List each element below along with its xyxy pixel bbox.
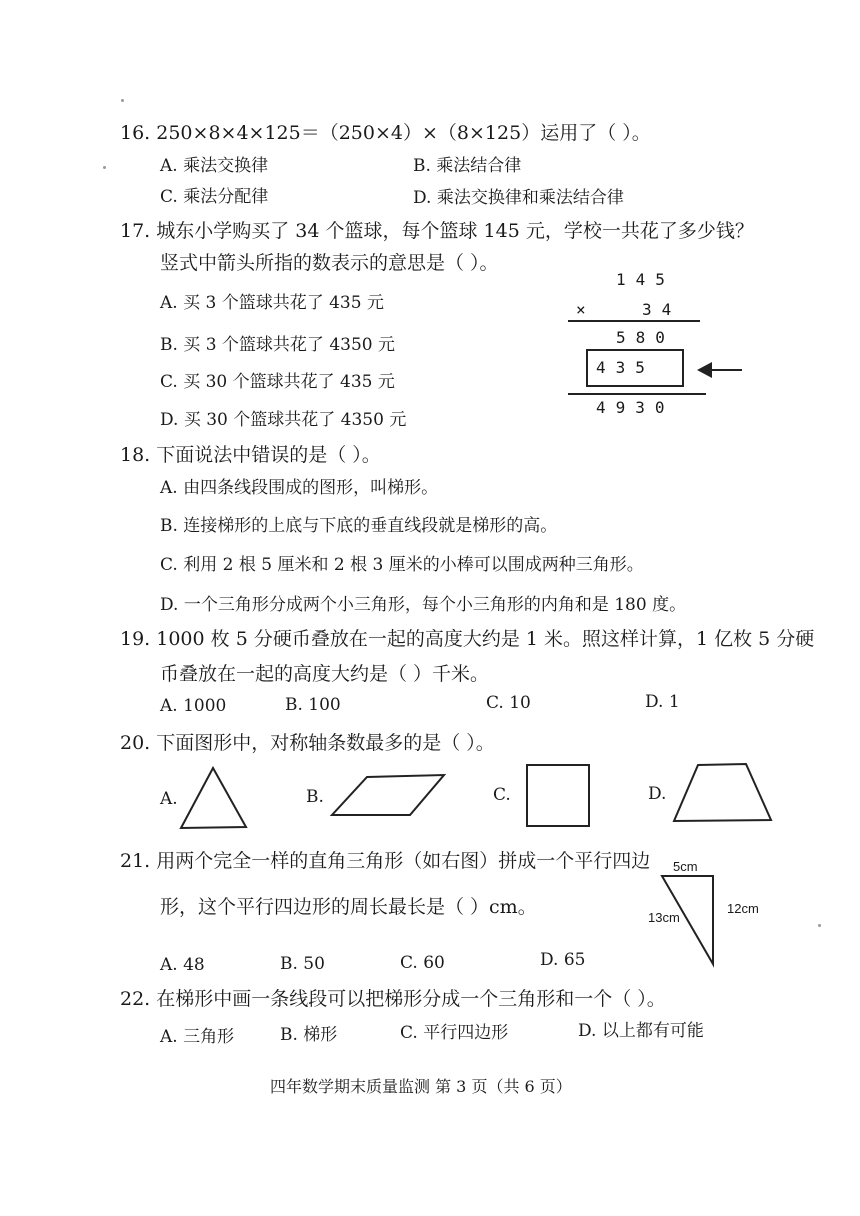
q19-option-b[interactable]: B. 100 <box>285 695 341 715</box>
q18-option-c[interactable]: C. 利用 2 根 5 厘米和 2 根 3 厘米的小棒可以围成两种三角形。 <box>160 555 644 575</box>
label-top-side: 5cm <box>673 859 698 874</box>
q22-option-b[interactable]: B. 梯形 <box>280 1025 338 1045</box>
q22-option-a[interactable]: A. 三角形 <box>160 1027 235 1047</box>
q16-option-b[interactable]: B. 乘法结合律 <box>413 156 522 176</box>
q16-option-d[interactable]: D. 乘法交换律和乘法结合律 <box>413 188 624 208</box>
page-footer: 四年数学期末质量监测 第 3 页（共 6 页） <box>270 1077 572 1096</box>
calc-partial-2: 435 <box>596 358 655 377</box>
q17-stem-line1: 17. 城东小学购买了 34 个篮球，每个篮球 145 元，学校一共花了多少钱？ <box>120 220 754 242</box>
q19-option-a[interactable]: A. 1000 <box>160 696 227 716</box>
q22-option-c[interactable]: C. 平行四边形 <box>400 1023 509 1043</box>
q16-option-c[interactable]: C. 乘法分配律 <box>160 187 269 207</box>
q20-option-b[interactable]: B. <box>306 787 324 807</box>
q19-option-c[interactable]: C. 10 <box>486 693 531 713</box>
scan-speck <box>103 166 106 169</box>
q16-option-a[interactable]: A. 乘法交换律 <box>160 156 269 176</box>
q19-option-d[interactable]: D. 1 <box>645 692 680 712</box>
q21-option-a[interactable]: A. 48 <box>160 955 205 975</box>
calc-times-sign: × <box>576 300 596 319</box>
q21-stem-line1: 21. 用两个完全一样的直角三角形（如右图）拼成一个平行四边 <box>120 850 651 872</box>
q20-stem: 20. 下面图形中，对称轴条数最多的是（ ）。 <box>120 732 495 754</box>
q21-option-c[interactable]: C. 60 <box>400 953 445 973</box>
q16-stem: 16. 250×8×4×125＝（250×4）×（8×125）运用了（ ）。 <box>120 122 651 144</box>
q21-stem-line2: 形，这个平行四边形的周长最长是（ ）cm。 <box>160 896 537 918</box>
q21-option-b[interactable]: B. 50 <box>280 954 325 974</box>
scan-speck <box>121 99 124 102</box>
q22-option-d[interactable]: D. 以上都有可能 <box>578 1021 704 1041</box>
calc-result: 4930 <box>596 398 675 417</box>
q17-option-a[interactable]: A. 买 3 个篮球共花了 435 元 <box>160 293 384 313</box>
calc-multiplier: 34 <box>642 300 682 319</box>
q17-option-d[interactable]: D. 买 30 个篮球共花了 4350 元 <box>160 410 407 430</box>
q18-option-b[interactable]: B. 连接梯形的上底与下底的垂直线段就是梯形的高。 <box>160 516 558 536</box>
q20-option-a[interactable]: A. <box>160 789 178 809</box>
q18-stem: 18. 下面说法中错误的是（ ）。 <box>120 444 381 466</box>
q19-stem-line2: 币叠放在一起的高度大约是（ ）千米。 <box>160 663 490 685</box>
q22-stem: 22. 在梯形中画一条线段可以把梯形分成一个三角形和一个（ ）。 <box>120 988 666 1010</box>
q20-option-d[interactable]: D. <box>648 784 667 804</box>
calc-multiplicand: 145 <box>616 270 675 289</box>
q17-stem-line2: 竖式中箭头所指的数表示的意思是（ ）。 <box>160 252 499 274</box>
calc-partial-1: 580 <box>616 328 675 347</box>
q18-option-a[interactable]: A. 由四条线段围成的图形，叫梯形。 <box>160 478 439 498</box>
label-hypotenuse: 13cm <box>648 910 680 925</box>
q17-option-b[interactable]: B. 买 3 个篮球共花了 4350 元 <box>160 335 395 355</box>
q20-option-c[interactable]: C. <box>493 785 511 805</box>
q18-option-d[interactable]: D. 一个三角形分成两个小三角形，每个小三角形的内角和是 180 度。 <box>160 595 687 615</box>
q17-option-c[interactable]: C. 买 30 个篮球共花了 435 元 <box>160 372 395 392</box>
scan-speck <box>818 924 821 927</box>
q21-option-d[interactable]: D. 65 <box>540 950 586 970</box>
q19-stem-line1: 19. 1000 枚 5 分硬币叠放在一起的高度大约是 1 米。照这样计算，1 亿枚 5 分硬 <box>120 628 815 650</box>
label-right-side: 12cm <box>727 901 759 916</box>
